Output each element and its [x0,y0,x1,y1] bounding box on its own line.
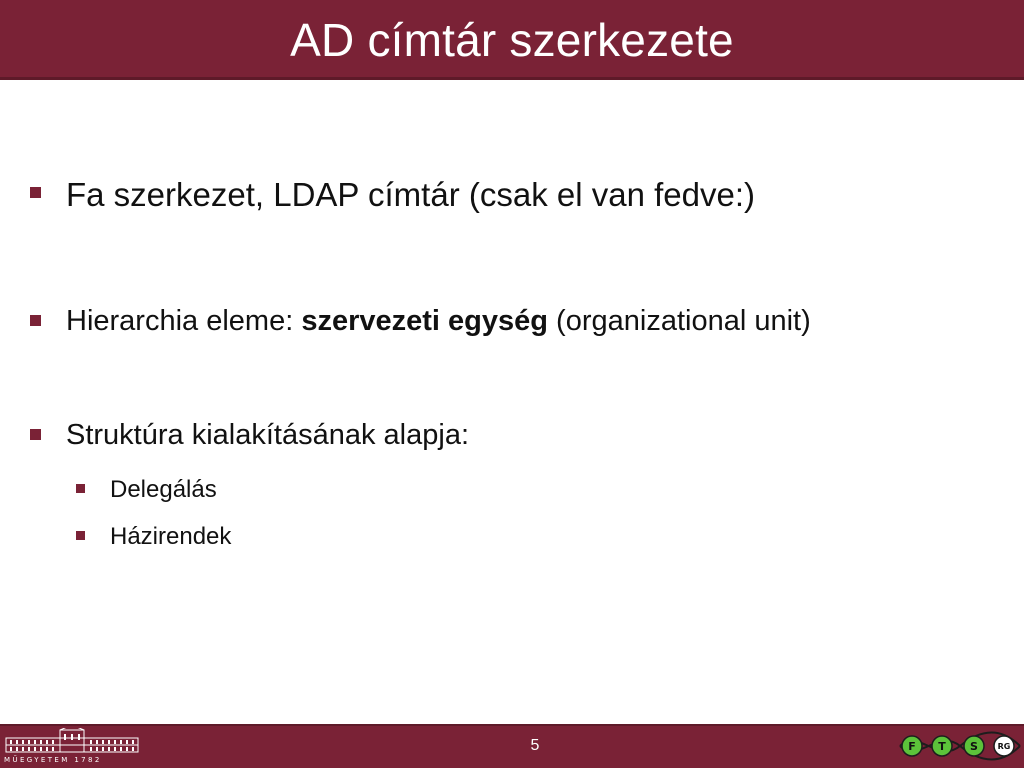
sub-bullet-2-text: Házirendek [110,523,232,550]
logo-caption: MŰEGYETEM 1782 [4,756,102,764]
page-number: 5 [530,737,540,754]
title-bar [0,0,1024,80]
square-bullet-icon [30,315,41,326]
logo-letters-rg: RG [997,742,1011,751]
university-logo [4,728,140,764]
square-bullet-icon [76,531,85,540]
bullet-1-text: Fa szerkezet, LDAP címtár (csak el van fedve:) [66,176,755,213]
logo-letter-f: F [908,740,916,753]
square-bullet-icon [30,429,41,440]
square-bullet-icon [76,484,85,493]
bullet-2-text [66,305,811,338]
ftsrg-logo-icon [898,730,1022,762]
department-logos [898,730,1022,762]
square-bullet-icon [30,187,41,198]
footer-bar [0,724,1024,768]
logo-letter-s: S [970,740,978,753]
bullet-3-text: Struktúra kialakításának alapja: [66,419,469,451]
bullet-2-bold: szervezeti egység [301,305,548,337]
bullet-2-suffix: (organizational unit) [547,305,811,337]
bullet-2-prefix: Hierarchia eleme: [66,305,302,337]
logo-letter-t: T [938,740,946,753]
sub-bullet-1-text: Delegálás [110,476,217,503]
slide-title: AD címtár szerkezete [290,14,734,66]
building-icon [4,728,140,754]
